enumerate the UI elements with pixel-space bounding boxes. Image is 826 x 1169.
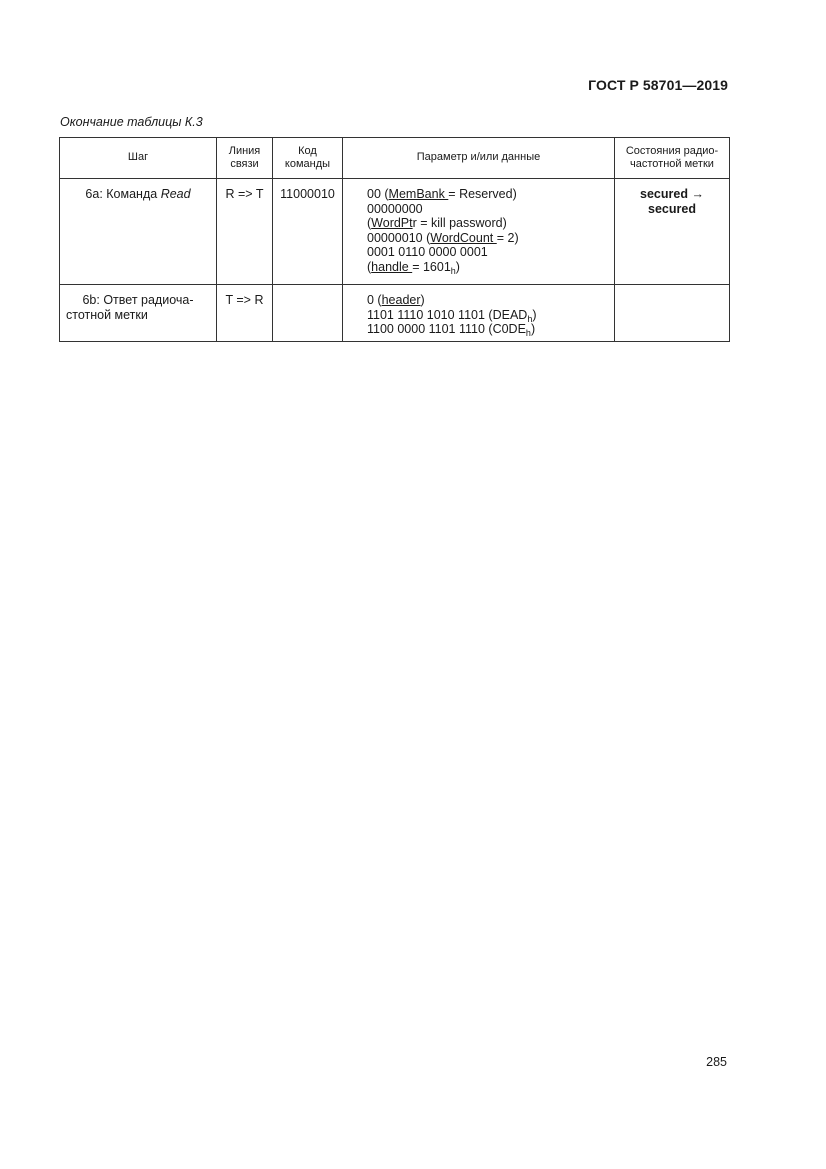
row-6a-step-prefix: 6a: Команда (85, 187, 161, 201)
table-row (60, 285, 730, 342)
header-code-line1: Код (298, 144, 317, 157)
row-6b-step-line2: стотной метки (66, 307, 148, 322)
param-line: 0 (header) (367, 293, 425, 307)
header-state-line1: Состояния радио- (625, 144, 719, 157)
header-state (615, 138, 730, 179)
param-line: (handle = $1601_h$) (367, 259, 460, 276)
param-line: 00000000 (367, 201, 423, 216)
row-6a-code: 11000010 (273, 179, 343, 285)
param-line: (WordPtr = kill password) (367, 216, 507, 230)
header-link (217, 138, 273, 179)
document-standard-header: ГОСТ Р 58701—2019 (588, 77, 728, 93)
row-6a-state-line1: secured → (640, 187, 704, 201)
param-line: 1100 0000 1101 1110 $(C0DE_h)$ (367, 322, 536, 338)
table-caption: Окончание таблицы К.3 (60, 115, 203, 129)
param-line: 1101 1110 1010 1101 $(DEAD_h)$ (367, 307, 537, 324)
header-step-label: Шаг (127, 151, 149, 164)
row-6b-step-line1: 6b: Ответ радиоча- (82, 293, 194, 307)
table-header-row (60, 138, 730, 179)
param-line: 0001 0110 0000 0001 (367, 245, 488, 259)
header-link-line2: связи (230, 158, 259, 170)
header-param-label: Параметр и/или данные (416, 151, 541, 164)
row-6a-link: R => T (217, 179, 273, 285)
row-6b-link: T => R (217, 285, 273, 342)
row-6b-state (615, 285, 730, 342)
row-6b-params (343, 285, 615, 342)
row-6a-state (615, 179, 730, 285)
param-line: 00 (MemBank = Reserved) (367, 187, 517, 201)
table-row (60, 179, 730, 285)
row-6b-step (60, 285, 217, 342)
page-number: 285 (706, 1055, 727, 1069)
param-line: 00000010 (WordCount = 2) (367, 230, 519, 245)
header-code-line2: команды (284, 158, 331, 170)
row-6a-step-command: Read (160, 187, 191, 201)
row-6a-step (60, 179, 217, 285)
header-state-line2: частотной метки (630, 158, 714, 170)
header-param (343, 138, 615, 179)
row-6a-params (343, 179, 615, 285)
header-link-line1: Линия (228, 144, 261, 157)
header-step (60, 138, 217, 179)
header-code (273, 138, 343, 179)
command-table (59, 137, 730, 342)
row-6a-state-line2: secured (648, 201, 696, 216)
row-6b-code (273, 285, 343, 342)
